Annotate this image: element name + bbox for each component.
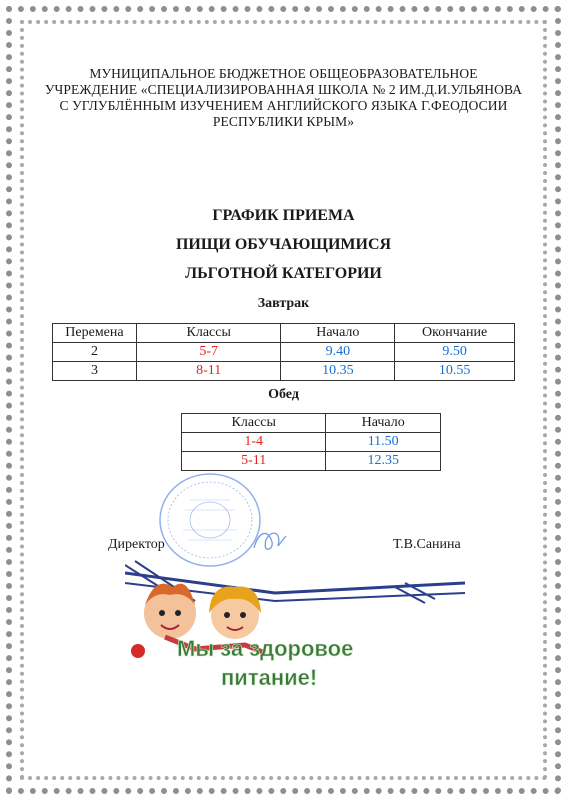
header-line-1: МУНИЦИПАЛЬНОЕ БЮДЖЕТНОЕ ОБЩЕОБРАЗОВАТЕЛЬНОЕ: [89, 66, 478, 81]
table-header-row: [53, 324, 515, 343]
break-number: 2: [53, 343, 137, 362]
breakfast-heading: Завтрак: [257, 296, 310, 311]
table-row: [53, 362, 515, 381]
director-name: Т.В.Санина: [393, 537, 461, 552]
column-header: Классы: [182, 414, 326, 433]
header-line-2: УЧРЕЖДЕНИЕ «СПЕЦИАЛИЗИРОВАННАЯ ШКОЛА № 2 ИМ.Д.И.УЛЬЯНОВА: [44, 82, 523, 97]
classes-cell: 5-11: [182, 452, 326, 471]
breakfast-table: [52, 323, 515, 381]
table-row: [182, 433, 441, 452]
column-header: Классы: [136, 324, 281, 343]
director-label: Директор: [108, 537, 165, 552]
end-time-cell: 10.55: [395, 362, 515, 381]
break-number: 3: [53, 362, 137, 381]
header-line-4: РЕСПУБЛИКИ КРЫМ»: [212, 114, 355, 129]
table-row: [53, 343, 515, 362]
title-line-2: ПИЩИ ОБУЧАЮЩИМИСЯ: [175, 236, 392, 253]
column-header: Начало: [281, 324, 395, 343]
slogan-line-2: питание!: [221, 665, 318, 690]
lunch-table: [181, 413, 441, 471]
header-line-3: С УГЛУБЛЁННЫМ ИЗУЧЕНИЕМ АНГЛИЙСКОГО ЯЗЫКА Г.ФЕОДОСИИ: [59, 98, 508, 113]
girl-icon: [209, 587, 261, 639]
start-time-cell: 11.50: [326, 433, 441, 452]
table-row: [182, 452, 441, 471]
column-header: Начало: [326, 414, 441, 433]
column-header: Перемена: [53, 324, 137, 343]
school-header: [40, 66, 527, 130]
column-header: Окончание: [395, 324, 515, 343]
healthy-eating-logo: [125, 553, 465, 703]
start-time-cell: 12.35: [326, 452, 441, 471]
title-line-3: ЛЬГОТНОЙ КАТЕГОРИИ: [185, 265, 382, 282]
classes-cell: 5-7: [136, 343, 281, 362]
slogan-line-1: Мы за здоровое: [177, 636, 354, 661]
classes-cell: 1-4: [182, 433, 326, 452]
end-time-cell: 9.50: [395, 343, 515, 362]
classes-cell: 8-11: [136, 362, 281, 381]
start-time-cell: 9.40: [281, 343, 395, 362]
table-header-row: [182, 414, 441, 433]
start-time-cell: 10.35: [281, 362, 395, 381]
lunch-heading: Обед: [268, 387, 299, 402]
title-line-1: ГРАФИК ПРИЕМА: [212, 207, 355, 224]
